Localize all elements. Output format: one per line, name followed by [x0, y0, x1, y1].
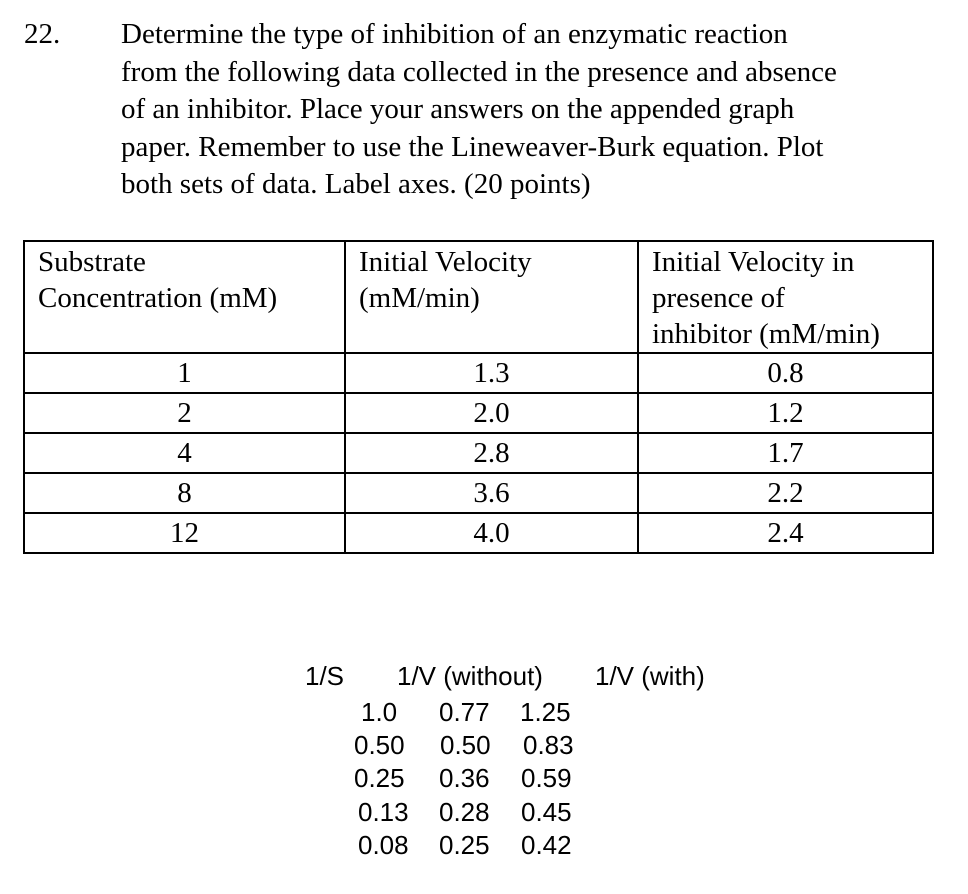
reciprocal-inv-s: 0.13 [358, 796, 409, 827]
header-line: (mM/min) [359, 282, 480, 314]
header-initial-velocity [345, 241, 638, 353]
header-substrate-concentration [24, 241, 345, 353]
header-line: presence of [652, 282, 785, 314]
reciprocal-inv-v-without: 0.77 [439, 697, 490, 727]
cell-velocity: 2.0 [345, 393, 638, 433]
reciprocal-inv-v-with: 0.45 [521, 796, 572, 827]
cell-substrate: 8 [24, 473, 345, 513]
cell-velocity-inhibitor: 1.7 [638, 433, 933, 473]
reciprocal-inv-v-with: 0.59 [521, 763, 572, 794]
reciprocal-inv-s: 0.50 [354, 730, 405, 761]
reciprocal-inv-s: 0.25 [354, 763, 405, 794]
header-line: Initial Velocity [359, 246, 532, 278]
header-line: inhibitor (mM/min) [652, 318, 880, 350]
cell-velocity: 2.8 [345, 433, 638, 473]
question-line: Determine the type of inhibition of an enzymatic reaction [121, 18, 788, 50]
reciprocal-inv-v-without: 0.25 [439, 829, 490, 860]
table-row [24, 513, 933, 553]
header-line: Initial Velocity in [652, 246, 855, 278]
reciprocal-inv-v-without: 0.28 [439, 796, 490, 827]
cell-velocity-inhibitor: 1.2 [638, 393, 933, 433]
cell-substrate: 1 [24, 353, 345, 393]
question-text [121, 16, 951, 204]
question-line: from the following data collected in the presence and absence [121, 55, 837, 88]
cell-substrate: 12 [24, 513, 345, 553]
reciprocal-inv-v-without: 0.36 [439, 763, 490, 794]
question-line: of an inhibitor. Place your answers on the appended graph [121, 93, 795, 125]
cell-velocity: 4.0 [345, 513, 638, 553]
question-number: 22. [24, 18, 61, 50]
cell-substrate: 4 [24, 433, 345, 473]
table-header-row [24, 241, 933, 353]
table-row [24, 433, 933, 473]
reciprocal-inv-v-with: 1.25 [520, 697, 571, 727]
header-line: Substrate [38, 246, 146, 278]
cell-substrate: 2 [24, 393, 345, 433]
reciprocal-inv-v-without: 0.50 [440, 730, 491, 761]
reciprocal-header-inv-v-without: 1/V (without) [397, 661, 543, 691]
reciprocal-inv-s: 0.08 [358, 829, 409, 860]
cell-velocity: 1.3 [345, 353, 638, 393]
cell-velocity-inhibitor: 2.2 [638, 473, 933, 513]
question-line: paper. Remember to use the Lineweaver-Burk equation. Plot [121, 130, 824, 163]
reciprocal-inv-v-with: 0.83 [523, 730, 574, 761]
question-line: both sets of data. Label axes. (20 points) [121, 168, 591, 200]
data-table [23, 240, 934, 554]
header-initial-velocity-inhibitor [638, 241, 933, 353]
table-row [24, 353, 933, 393]
reciprocal-header-inv-v-with: 1/V (with) [595, 661, 705, 691]
table-row [24, 393, 933, 433]
reciprocal-inv-s: 1.0 [361, 697, 398, 727]
cell-velocity: 3.6 [345, 473, 638, 513]
reciprocal-inv-v-with: 0.42 [521, 829, 572, 860]
reciprocal-header-inv-s: 1/S [305, 661, 345, 691]
cell-velocity-inhibitor: 2.4 [638, 513, 933, 553]
header-line: Concentration (mM) [38, 282, 278, 314]
table-row [24, 473, 933, 513]
cell-velocity-inhibitor: 0.8 [638, 353, 933, 393]
